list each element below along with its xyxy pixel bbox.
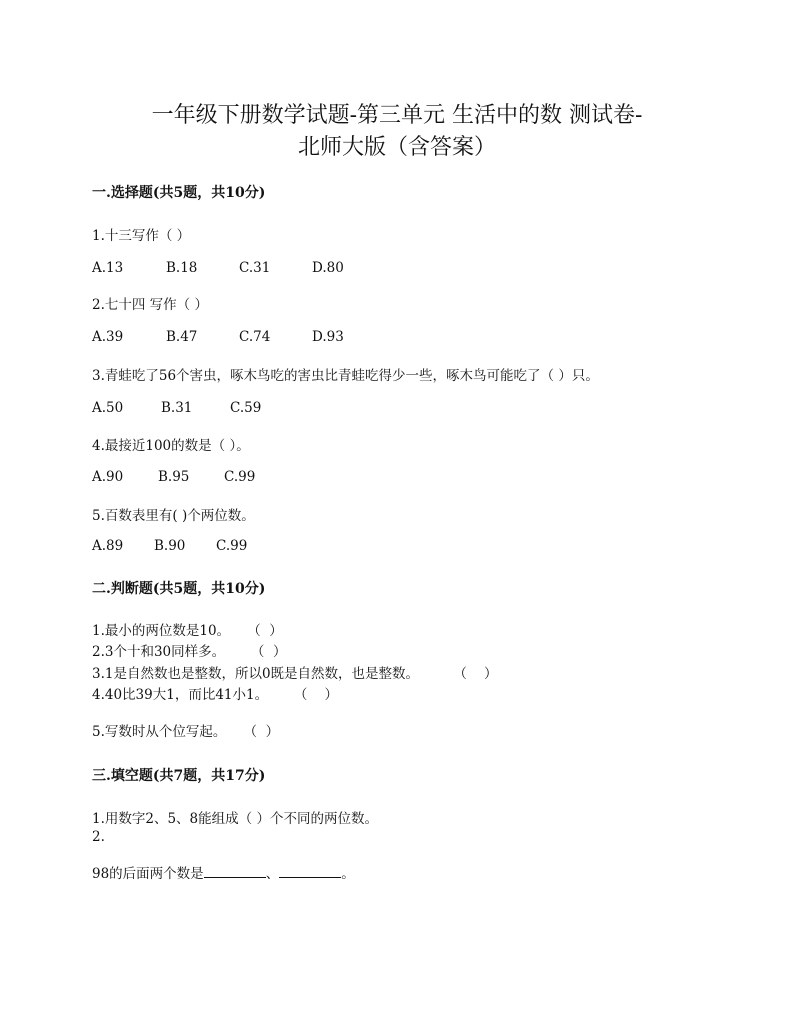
option: D.93: [312, 329, 344, 345]
s2-item5: 5.写数时从个位写起。 （ ）: [92, 724, 280, 740]
option: B.31: [161, 400, 193, 416]
s1-q2-text: 2.七十四 写作（ ）: [92, 297, 208, 313]
option: B.95: [158, 469, 190, 485]
s1-q4-text: 4.最接近100的数是（ ）。: [92, 438, 250, 454]
section2-heading: 二.判断题(共5题，共10分): [92, 581, 266, 597]
option: A.39: [92, 329, 124, 345]
option: B.90: [154, 538, 186, 554]
option: B.18: [166, 260, 198, 276]
answer-blank-2[interactable]: [279, 865, 341, 878]
s2-item1: 1.最小的两位数是10。 （ ）: [92, 623, 283, 639]
s1-q1-options: [92, 260, 344, 276]
doc-title-line1: 一年级下册数学试题-第三单元 生活中的数 测试卷-: [151, 103, 643, 128]
s1-q3-text: 3.青蛙吃了56个害虫，啄木鸟吃的害虫比青蛙吃得少一些，啄木鸟可能吃了（ ）只。: [92, 368, 599, 384]
option: C.31: [239, 260, 271, 276]
s1-q4-options: [92, 469, 255, 485]
option: C.99: [224, 469, 256, 485]
option: A.50: [92, 400, 124, 416]
s1-q1-text: 1.十三写作（ ）: [92, 228, 191, 244]
option: D.80: [312, 260, 344, 276]
section1-heading: 一.选择题(共5题，共10分): [92, 185, 266, 201]
s2-item2: 2.3个十和30同样多。 （ ）: [92, 644, 287, 660]
s2-item3: 3.1是自然数也是整数，所以0既是自然数，也是整数。 （ ）: [92, 666, 498, 682]
s1-q5-options: [92, 538, 247, 554]
option: A.13: [92, 260, 124, 276]
s3-q2-prefix: 98的后面两个数是: [92, 866, 204, 882]
option: A.89: [92, 538, 124, 554]
section3-heading: 三.填空题(共7题，共17分): [92, 768, 266, 784]
s1-q5-text: 5.百数表里有( )个两位数。: [92, 508, 255, 524]
s3-q2-end: 。: [341, 866, 355, 882]
option: A.90: [92, 469, 124, 485]
s3-q1-text: 1.用数字2、5、8能组成（ ）个不同的两位数。: [92, 811, 378, 827]
s3-q2-number: 2.: [92, 829, 105, 845]
s1-q3-options: [92, 400, 261, 416]
s2-item4: 4.40比39大1，而比41小1。 （ ）: [92, 687, 339, 703]
option: C.74: [239, 329, 271, 345]
s1-q2-options: [92, 329, 344, 345]
s3-q2-text: [92, 862, 355, 882]
option: C.99: [216, 538, 248, 554]
s3-q2-separator: 、: [265, 866, 280, 882]
option: C.59: [230, 400, 262, 416]
doc-title-line2: 北师大版（含答案）: [297, 135, 496, 160]
answer-blank-1[interactable]: [204, 865, 266, 878]
option: B.47: [166, 329, 198, 345]
